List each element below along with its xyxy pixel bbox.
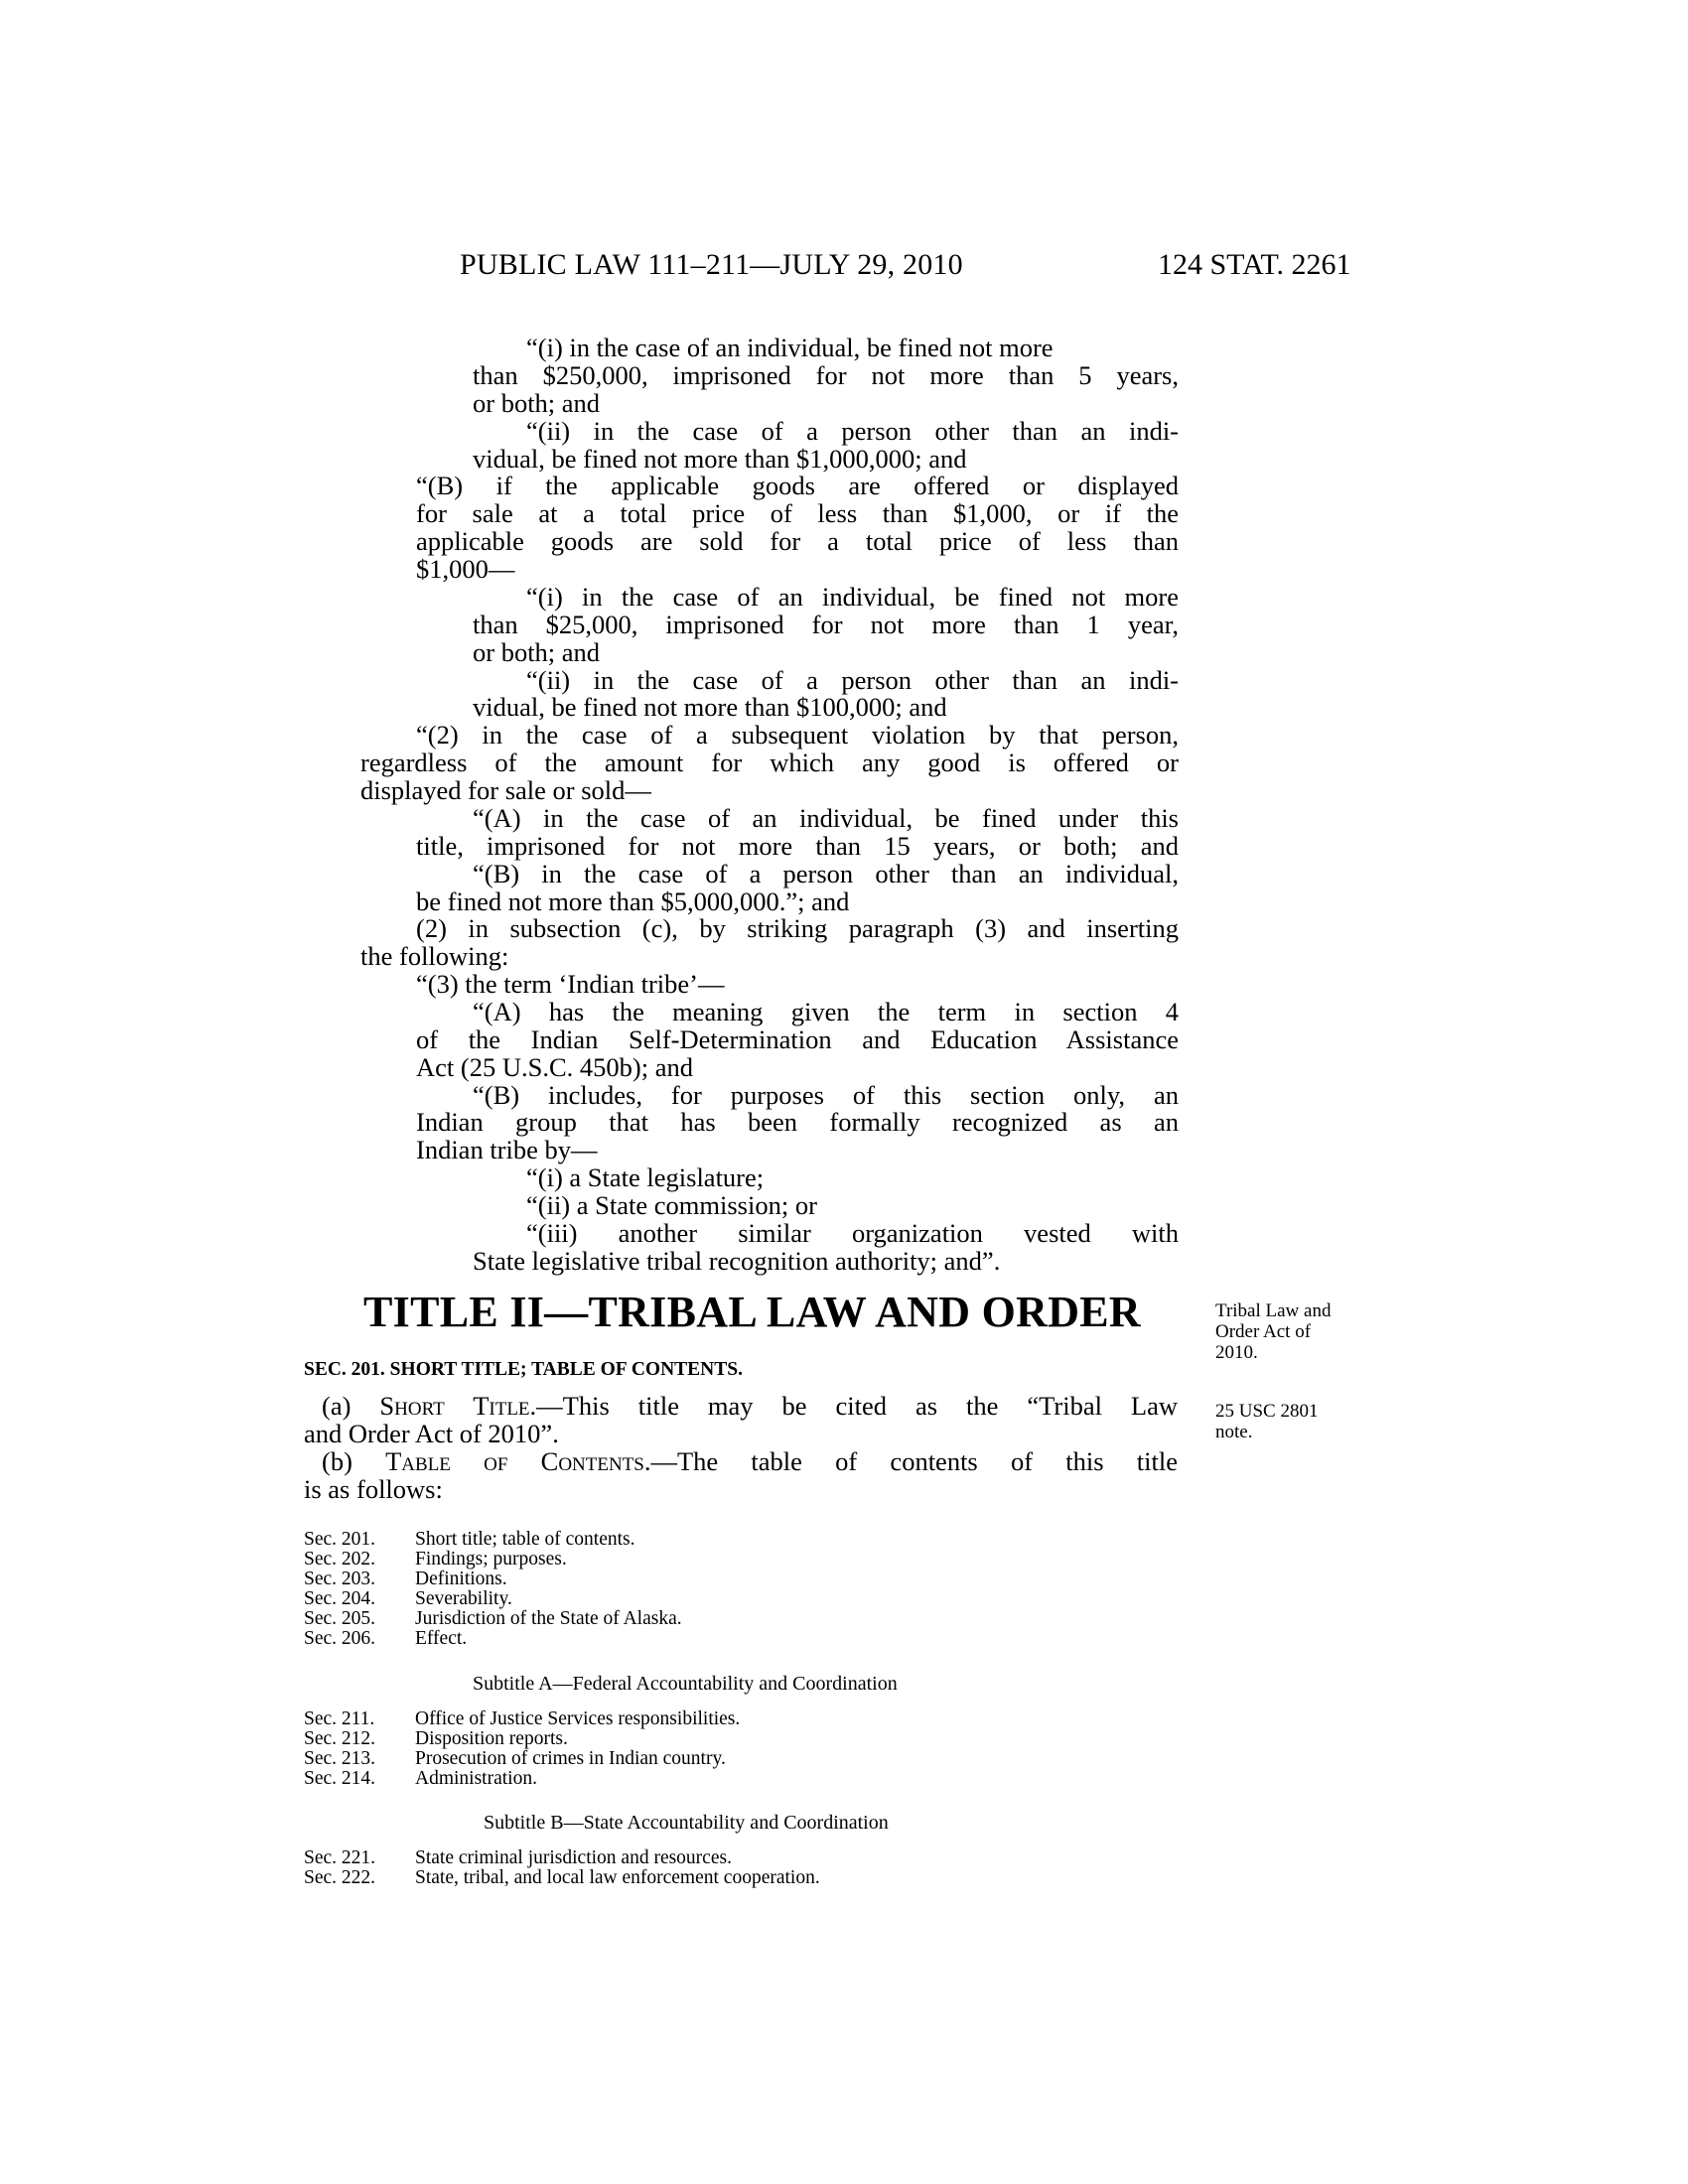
body-line: “(B) includes, for purposes of this section only, an <box>473 1080 1179 1110</box>
toc-entry <box>304 1709 740 1729</box>
body-line: “(ii) in the case of a person other than an indi- <box>526 416 1179 446</box>
toc-section-number: Sec. 211. <box>304 1708 375 1729</box>
toc-entry <box>304 1629 682 1649</box>
toc-section-number: Sec. 205. <box>304 1608 376 1629</box>
toc-section-title: State criminal jurisdiction and resources. <box>415 1847 732 1868</box>
body-line: regardless of the amount for which any good is offered or <box>360 748 1179 777</box>
body-line: “(B) if the applicable goods are offered or displayed <box>416 471 1179 500</box>
body-line: or both; and <box>473 388 601 418</box>
subtitle-a-heading: Subtitle A—Federal Accountability and Coordination <box>473 1673 898 1695</box>
toc-entry <box>304 1570 682 1589</box>
toc-section-number: Sec. 221. <box>304 1847 376 1868</box>
toc-entry <box>304 1609 682 1629</box>
body-line: $1,000— <box>416 554 515 584</box>
toc-entry <box>304 1848 820 1868</box>
page-header <box>0 248 1688 288</box>
body-line: State legislative tribal recognition authority; and”. <box>473 1246 1001 1276</box>
body-line: Indian tribe by— <box>416 1135 598 1164</box>
toc-section-title: Findings; purposes. <box>415 1549 567 1570</box>
body-line: “(ii) in the case of a person other than an indi- <box>526 665 1179 695</box>
toc-section-number: Sec. 213. <box>304 1748 376 1769</box>
subtitle-b-heading: Subtitle B—State Accountability and Coordination <box>484 1812 889 1834</box>
body-line: of the Indian Self-Determination and Education Assistance <box>416 1024 1179 1054</box>
body-line: than $250,000, imprisoned for not more than 5 years, <box>473 360 1179 390</box>
body-line: “(B) in the case of a person other than an individual, <box>473 859 1179 888</box>
toc-section-number: Sec. 206. <box>304 1628 376 1649</box>
body-line: (2) in subsection (c), by striking paragraph (3) and inserting <box>416 913 1179 943</box>
toc-entry <box>304 1550 682 1570</box>
toc-section-number: Sec. 201. <box>304 1529 376 1550</box>
body-line: “(A) in the case of an individual, be fined under this <box>473 803 1179 833</box>
toc-section-title: State, tribal, and local law enforcement cooperation. <box>415 1867 820 1888</box>
toc-subtitle-a <box>304 1709 740 1789</box>
toc-section-number: Sec. 212. <box>304 1728 376 1749</box>
toc-subtitle-b <box>304 1848 820 1888</box>
toc-intro-line1: (b) Table of Contents.—The table of contents of this title <box>322 1446 1178 1476</box>
short-title-label: Short Title <box>379 1391 530 1421</box>
body-line: be fined not more than $5,000,000.”; and <box>416 887 850 916</box>
body-line: Indian group that has been formally recognized as an <box>416 1107 1179 1137</box>
toc-section-title: Administration. <box>415 1768 537 1789</box>
body-line: “(3) the term ‘Indian tribe’— <box>416 969 725 999</box>
body-line: “(i) a State legislature; <box>526 1162 765 1192</box>
toc-entry <box>304 1530 682 1550</box>
margin-note-popular-name: Tribal Law and Order Act of 2010. <box>1215 1300 1332 1363</box>
toc-general <box>304 1530 682 1649</box>
body-line: displayed for sale or sold— <box>360 775 651 805</box>
body-line: “(2) in the case of a subsequent violation by that person, <box>416 720 1179 750</box>
margin-note-usc-citation: 25 USC 2801 note. <box>1215 1401 1319 1442</box>
toc-intro-line2: is as follows: <box>304 1474 443 1504</box>
toc-section-title: Effect. <box>415 1628 468 1649</box>
title-heading: TITLE II—TRIBAL LAW AND ORDER <box>363 1288 1141 1336</box>
body-line: than $25,000, imprisoned for not more than 1 year, <box>473 610 1179 639</box>
running-head-law: PUBLIC LAW 111–211—JULY 29, 2010 <box>460 248 963 281</box>
toc-entry <box>304 1729 740 1749</box>
body-line: vidual, be fined not more than $1,000,000; and <box>473 444 967 474</box>
toc-entry <box>304 1769 740 1789</box>
body-line: vidual, be fined not more than $100,000; and <box>473 692 947 722</box>
body-line: “(A) has the meaning given the term in section 4 <box>473 997 1179 1026</box>
short-title-paragraph-line2: and Order Act of 2010”. <box>304 1419 559 1448</box>
toc-intro-label: Table of Contents <box>385 1446 644 1476</box>
body-line: “(ii) a State commission; or <box>526 1190 817 1220</box>
toc-section-number: Sec. 204. <box>304 1588 376 1609</box>
toc-section-title: Jurisdiction of the State of Alaska. <box>415 1608 682 1629</box>
section-heading: SEC. 201. SHORT TITLE; TABLE OF CONTENTS. <box>304 1359 743 1380</box>
body-line: title, imprisoned for not more than 15 years, or both; and <box>416 831 1179 861</box>
body-line: Act (25 U.S.C. 450b); and <box>416 1052 693 1082</box>
body-line: for sale at a total price of less than $1,000, or if the <box>416 498 1179 528</box>
body-line: “(iii) another similar organization vested with <box>526 1218 1179 1248</box>
body-line: applicable goods are sold for a total price of less than <box>416 526 1179 556</box>
short-title-paragraph-line1: (a) Short Title.—This title may be cited as the “Tribal Law <box>322 1391 1179 1421</box>
toc-section-title: Severability. <box>415 1588 512 1609</box>
body-line: “(i) in the case of an individual, be fined not more <box>526 582 1179 612</box>
toc-section-title: Short title; table of contents. <box>415 1529 635 1550</box>
toc-section-number: Sec. 214. <box>304 1768 376 1789</box>
toc-section-title: Office of Justice Services responsibilities. <box>415 1708 741 1729</box>
toc-entry <box>304 1868 820 1888</box>
toc-section-title: Disposition reports. <box>415 1728 568 1749</box>
toc-section-number: Sec. 202. <box>304 1549 376 1570</box>
toc-section-title: Definitions. <box>415 1569 507 1589</box>
body-line: or both; and <box>473 637 601 667</box>
toc-section-number: Sec. 222. <box>304 1867 376 1888</box>
running-head-stat: 124 STAT. 2261 <box>1158 248 1351 281</box>
toc-entry <box>304 1589 682 1609</box>
body-line: “(i) in the case of an individual, be fined not more <box>526 333 1054 362</box>
toc-section-number: Sec. 203. <box>304 1569 376 1589</box>
body-line: the following: <box>360 941 509 971</box>
toc-entry <box>304 1749 740 1769</box>
toc-section-title: Prosecution of crimes in Indian country. <box>415 1748 726 1769</box>
